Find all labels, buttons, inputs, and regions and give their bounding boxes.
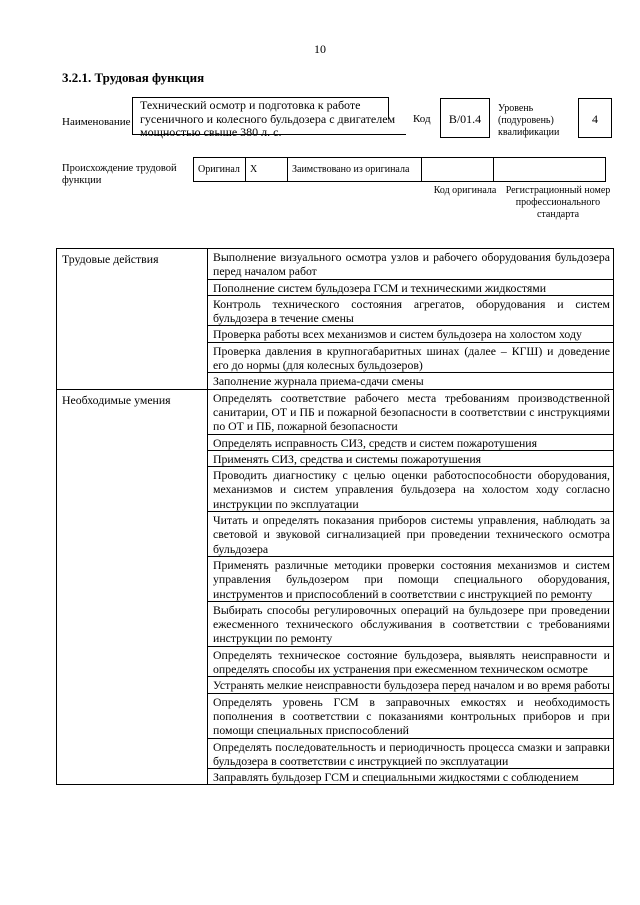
origin-code-caption: Код оригинала (433, 185, 497, 196)
name-box-right-border (388, 97, 389, 119)
skill-item: Определять исправность СИЗ, средств и систем пожаротушения (208, 434, 614, 450)
skill-item: Определять соответствие рабочего места требованиям производственной санитарии, ОТ и ПБ и пожарной безопасности в соответствии с инструкциями по ОТ и ПБ, пожарной безопасности (208, 389, 614, 434)
skill-item: Определять уровень ГСМ в заправочных емкостях и необходимость пополнения в соответствии с показаниями контрольных приборов и при помощи специальных приспособлений (208, 693, 614, 738)
labor-action: Контроль технического состояния агрегатов, оборудования и систем бульдозера в течение смены (208, 295, 614, 326)
skill-item: Выбирать способы регулировочных операций на бульдозере при проведении ежесменного технического обслуживания в соответствии с требованиями инструкции по ремонту (208, 601, 614, 646)
table-row (57, 389, 614, 434)
skill-item: Определять техническое состояние бульдозера, выявлять неисправности и определять способы их устранения при ежесменном техническом осмотре (208, 646, 614, 677)
code-label: Код (413, 113, 431, 125)
page-number: 10 (314, 42, 326, 56)
name-box-top-border (133, 97, 388, 98)
skill-item: Устранять мелкие неисправности бульдозера перед началом и во время работы (208, 677, 614, 693)
labor-actions-label: Трудовые действия (57, 249, 208, 390)
skills-label: Необходимые умения (57, 389, 208, 785)
labor-action: Проверка давления в крупногабаритных шинах (далее – КГШ) и доведение его до нормы (для колесных бульдозеров) (208, 342, 614, 373)
level-label: Уровень (подуровень) квалификации (498, 103, 560, 138)
table-row (57, 249, 614, 280)
labor-action: Проверка работы всех механизмов и систем бульдозера на холостом ходу (208, 326, 614, 342)
origin-reg-cell (494, 158, 606, 182)
labor-action: Выполнение визуального осмотра узлов и рабочего оборудования бульдозера перед началом работ (208, 249, 614, 280)
level-value: 4 (578, 98, 612, 138)
labor-function-table (56, 248, 614, 785)
origin-label: Происхождение трудовой функции (62, 163, 177, 186)
origin-reg-caption: Регистрационный номер профессионального стандарта (505, 185, 611, 220)
skill-item: Читать и определять показания приборов системы управления, наблюдать за световой и звуковой сигнализацией при проведении технического осмотра бульдозера (208, 512, 614, 557)
code-value: B/01.4 (440, 98, 490, 138)
labor-action: Пополнение систем бульдозера ГСМ и техническими жидкостями (208, 279, 614, 295)
origin-borrowed-label: Заимствовано из оригинала (288, 158, 422, 182)
section-title: 3.2.1. Трудовая функция (62, 70, 205, 85)
origin-table (193, 157, 606, 182)
skill-item: Заправлять бульдозер ГСМ и специальными жидкостями с соблюдением (208, 769, 614, 785)
skill-item: Определять последовательность и периодичность процесса смазки и заправки бульдозера в соответствии с инструкцией по эксплуатации (208, 738, 614, 769)
skill-item: Применять СИЗ, средства и системы пожаротушения (208, 450, 614, 466)
name-value-box (132, 97, 406, 139)
skill-item: Проводить диагностику с целью оценки работоспособности оборудования, механизмов и систем управления бульдозера на холостом ходу согласно инструкции по эксплуатации (208, 467, 614, 512)
name-label: Наименование (62, 116, 131, 128)
labor-action: Заполнение журнала приема-сдачи смены (208, 373, 614, 389)
origin-original-label: Оригинал (194, 158, 246, 182)
skill-item: Применять различные методики проверки состояния механизмов и систем управления бульдозером при помощи специального оборудования, инструментов и приспособлений в соответствии с инструкцией по ремонту (208, 556, 614, 601)
origin-code-cell (422, 158, 494, 182)
name-value: Технический осмотр и подготовка к работе гусеничного и колесного бульдозера с двигателем мощностью свыше 380 л. с. (140, 98, 396, 139)
origin-original-mark: X (246, 158, 288, 182)
